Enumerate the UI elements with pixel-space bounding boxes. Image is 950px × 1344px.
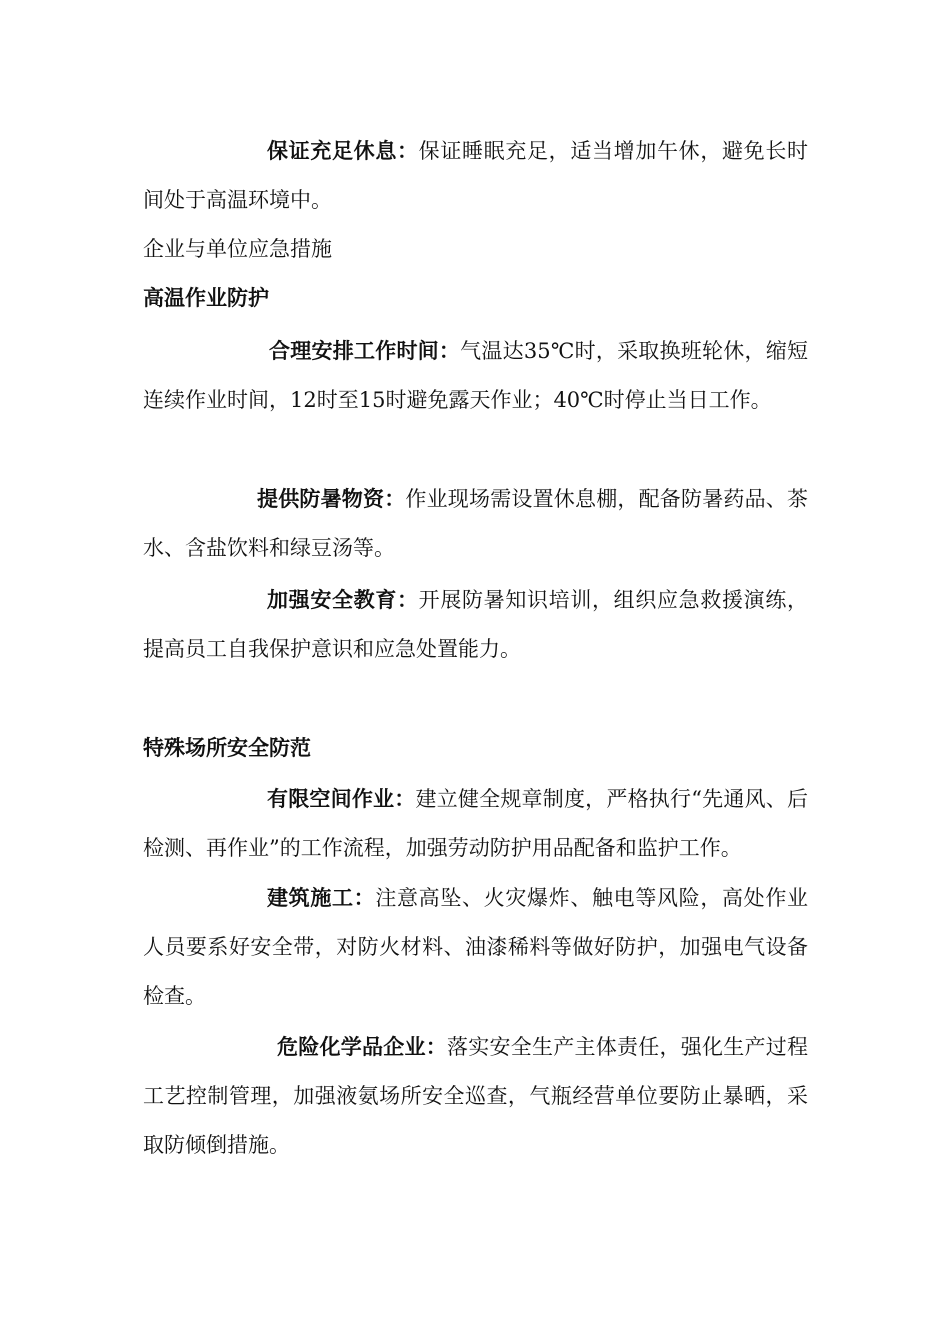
subheading-high-temp: 高温作业防护: [143, 286, 269, 310]
paragraph-supplies: [143, 475, 808, 573]
paragraph-education: [143, 576, 808, 674]
subheading-special: 特殊场所安全防范: [143, 736, 311, 760]
paragraph-work-time: [143, 327, 808, 425]
paragraph-lead: 危险化学品企业：: [277, 1035, 447, 1059]
paragraph-text: 作业现场需设置休息棚，配备防暑药品、茶水、含盐饮料和绿豆汤等。: [143, 487, 809, 560]
paragraph-text: 落实安全生产主体责任，强化生产过程工艺控制管理，加强液氨场所安全巡查，气瓶经营单位要防止暴晒，采取防倾倒措施。: [143, 1035, 808, 1157]
paragraph-lead: 建筑施工：: [267, 886, 376, 910]
paragraph-chemicals: [143, 1023, 808, 1170]
section-title-enterprise: 企业与单位应急措施: [143, 237, 332, 261]
paragraph-lead: 提供防暑物资：: [257, 487, 406, 511]
paragraph-text: 注意高坠、火灾爆炸、触电等风险，高处作业人员要系好安全带，对防火材料、油漆稀料等做好防护，加强电气设备检查。: [143, 886, 809, 1008]
paragraph-confined-space: [143, 775, 808, 873]
paragraph-lead: 合理安排工作时间：: [269, 339, 461, 363]
paragraph-lead: 保证充足休息：: [267, 139, 419, 163]
paragraph-rest: [143, 127, 808, 225]
paragraph-construction: [143, 874, 808, 1021]
paragraph-text: 气温达35℃时，采取换班轮休，缩短连续作业时间，12时至15时避免露天作业；40℃时停止当日工作。: [143, 339, 808, 412]
paragraph-text: 开展防暑知识培训，组织应急救援演练，提高员工自我保护意识和应急处置能力。: [143, 588, 809, 661]
paragraph-lead: 加强安全教育：: [267, 588, 419, 612]
paragraph-text: 保证睡眠充足，适当增加午休，避免长时间处于高温环境中。: [143, 139, 809, 212]
paragraph-lead: 有限空间作业：: [267, 787, 416, 811]
paragraph-text: 建立健全规章制度，严格执行“先通风、后检测、再作业”的工作流程，加强劳动防护用品配备和监护工作。: [143, 787, 809, 860]
